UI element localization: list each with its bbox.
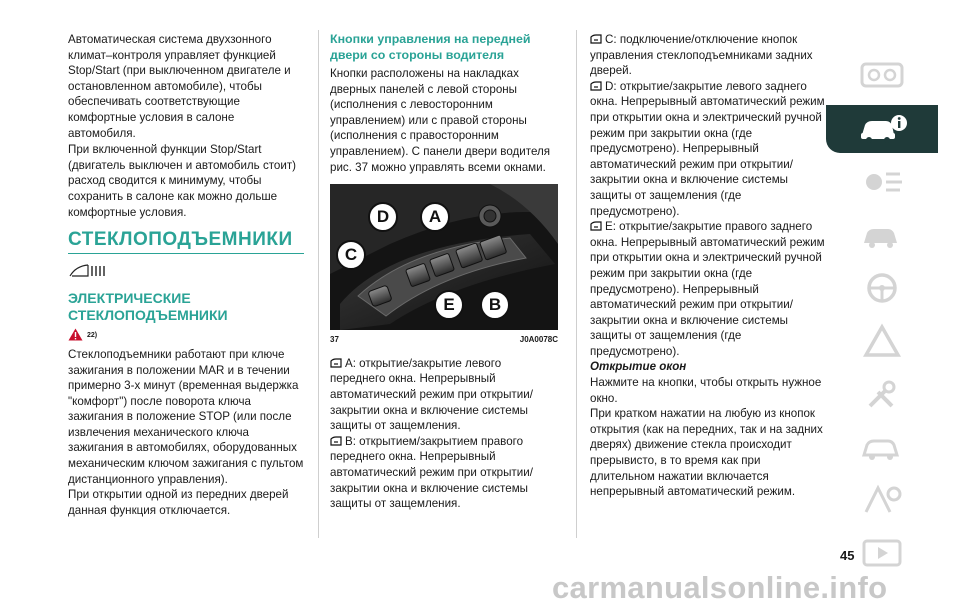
list-item: E: открытие/закрытие правого заднего окна. Непрерывный автоматический режим при открытии окна и электрический ручной режим при закрытии окна (где предусмотрено). Непрерывный автоматический режим при открытии/закрытии окна и включение системы защиты от защемления (где предусмотрено). bbox=[590, 220, 825, 358]
door-switch-photo bbox=[330, 184, 558, 330]
chapter-tab-maintenance[interactable] bbox=[826, 423, 938, 471]
figure-number: 37 bbox=[330, 335, 339, 345]
chapter-tab-driving[interactable] bbox=[826, 264, 938, 312]
page-number: 45 bbox=[840, 548, 855, 563]
callout-a: A bbox=[420, 202, 450, 232]
alert-triangle-icon bbox=[856, 323, 908, 359]
column-divider bbox=[318, 30, 319, 538]
paragraph: Стеклоподъемники работают при ключе зажигания в положении MAR и в течении примерно 3-х минут (временная выдержка "комфорт") после поворота ключа зажигания в положение STOP (или после извлечения механического ключа зажигания в автомобилях, оборудованных механическим ключом зажигания с пультом дистанционного управления). bbox=[68, 347, 304, 486]
paragraph: При открытии одной из передних дверей данная функция отключается. bbox=[68, 488, 289, 517]
car-service-icon bbox=[856, 429, 908, 465]
paragraph: Автоматическая система двухзонного климат–контроля управляет функцией Stop/Start (при выключенном двигателе и остановленном автомобиле), чтобы обеспечивать соответствующие комфортные условия в салоне автомобиля. bbox=[68, 33, 291, 140]
window-switch-icon bbox=[590, 221, 602, 231]
paragraph: При кратком нажатии на любую из кнопок открытия (как на передних, так и на задних дверях) движение стекла происходит прерывисто, в то время как при длительном нажатии включается непрерывный автоматический режим. bbox=[590, 407, 823, 499]
warning-ref-number: 22) bbox=[87, 332, 98, 340]
list-item: A: открытие/закрытие левого переднего окна. Непрерывный автоматический режим при открытии/закрытии окна и включение системы защиты от защемления. bbox=[330, 356, 533, 433]
middle-column bbox=[330, 32, 558, 512]
window-switch-icon bbox=[330, 436, 342, 446]
window-switch-icon bbox=[590, 81, 602, 91]
specs-icon bbox=[856, 482, 908, 518]
paragraph: Нажмите на кнопки, чтобы открыть нужное окно. bbox=[590, 376, 822, 405]
car-dashboard-icon bbox=[856, 58, 908, 94]
callout-c: C bbox=[336, 240, 366, 270]
list-item: C: подключение/отключение кнопок управления стеклоподъемниками задних дверей. bbox=[590, 33, 813, 78]
car-wrench-icon bbox=[856, 217, 908, 253]
window-lift-icon bbox=[68, 262, 304, 285]
lights-icon bbox=[856, 164, 908, 200]
callout-d: D bbox=[368, 202, 398, 232]
multimedia-icon bbox=[856, 535, 908, 571]
steering-wheel-icon bbox=[856, 270, 908, 306]
column-divider bbox=[576, 30, 577, 538]
figure-code: J0A0078C bbox=[519, 335, 558, 345]
callout-e: E bbox=[434, 290, 464, 320]
chapter-tab-lights[interactable] bbox=[826, 158, 938, 206]
list-item: B: открытием/закрытием правого переднего окна. Непрерывный автоматический режим при открытии/закрытии окна и включение системы защиты от защемления. bbox=[330, 434, 533, 511]
window-switch-icon bbox=[590, 34, 602, 44]
callout-b: B bbox=[480, 290, 510, 320]
paragraph: Кнопки расположены на накладках дверных панелей с левой стороны (исполнения с левосторонним управлением) или с правой стороны (исполнения с правосторонним управлением). С панели двери водителя рис. 37 можно управлять всеми окнами. bbox=[330, 67, 551, 174]
window-switch-icon bbox=[330, 358, 342, 368]
chapter-tab-specs[interactable] bbox=[826, 476, 938, 524]
chapter-tab-safety[interactable] bbox=[826, 211, 938, 259]
chapter-tab-emergency[interactable] bbox=[826, 317, 938, 365]
warning-triangle-icon bbox=[68, 328, 83, 341]
list-item: D: открытие/закрытие левого заднего окна. Непрерывный автоматический режим при открытии окна и электрический ручной режим при закрытии окна (где предусмотрено). Непрерывный автоматический режим при открытии/закрытии окна и включение системы защиты от защемления (где предусмотрено). bbox=[590, 79, 825, 218]
subsection-title: ЭЛЕКТРИЧЕСКИЕ СТЕКЛОПОДЪЕМНИКИ bbox=[68, 290, 228, 324]
chapter-tab-service[interactable] bbox=[826, 370, 938, 418]
chapter-tab-vehicle-info[interactable] bbox=[826, 105, 938, 153]
paragraph: При включенной функции Stop/Start (двигатель выключен и автомобиль стоит) расход сводится к минимуму, чтобы сохранить в салоне как можно дольше комфортные условия. bbox=[68, 143, 297, 219]
warning-reference bbox=[68, 328, 304, 344]
service-tools-icon bbox=[856, 376, 908, 412]
chapter-sidebar bbox=[826, 52, 938, 582]
chapter-tab-dashboard[interactable] bbox=[826, 52, 938, 100]
watermark: carmanualsonline.info bbox=[552, 570, 888, 604]
italic-heading: Открытие окон bbox=[590, 360, 687, 374]
section-title: СТЕКЛОПОДЪЕМНИКИ bbox=[68, 232, 304, 254]
figure-caption bbox=[330, 332, 558, 348]
right-column bbox=[590, 32, 828, 500]
car-info-icon bbox=[856, 111, 908, 147]
left-column bbox=[68, 32, 304, 518]
section-heading: Кнопки управления на передней двери со стороны водителя bbox=[330, 32, 531, 62]
